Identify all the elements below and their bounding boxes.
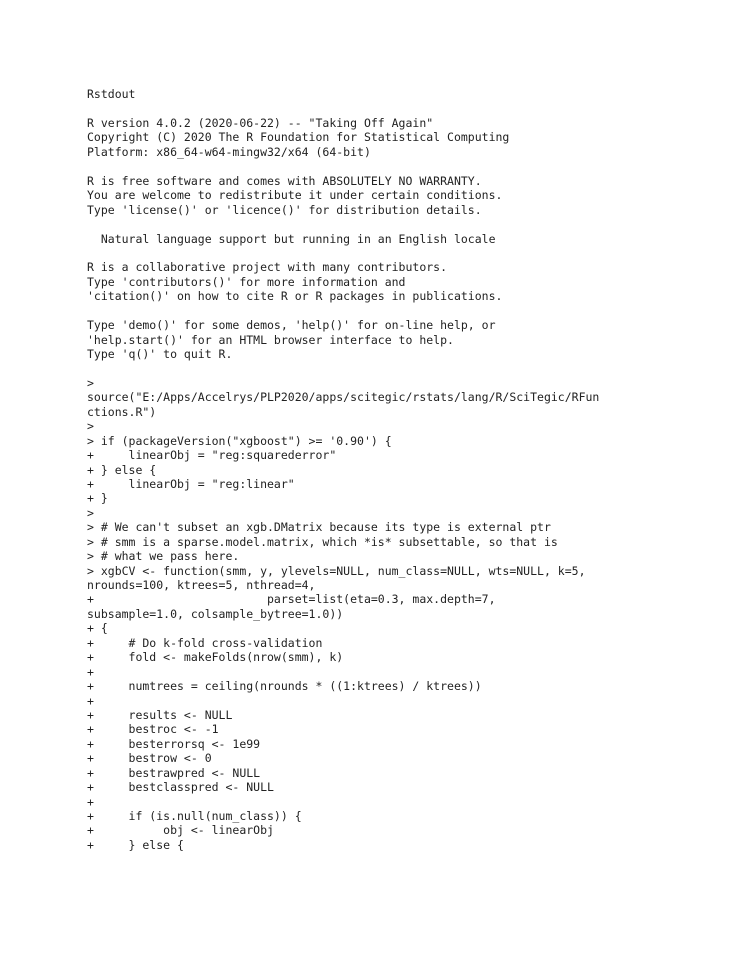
console-line: You are welcome to redistribute it under certain conditions. — [87, 188, 503, 203]
console-line: + numtrees = ceiling(nrounds * ((1:ktrees) / ktrees)) — [87, 679, 482, 694]
console-line: 'citation()' on how to cite R or R packages in publications. — [87, 289, 503, 304]
console-line: > if (packageVersion("xgboost") >= '0.90') { — [87, 433, 392, 448]
console-line: source("E:/Apps/Accelrys/PLP2020/apps/scitegic/rstats/lang/R/SciTegic/RFun — [87, 390, 600, 405]
console-line: > # what we pass here. — [87, 549, 240, 564]
console-line: + bestclasspred <- NULL — [87, 780, 274, 795]
console-line: + } — [87, 491, 108, 506]
console-line: Natural language support but running in an English locale — [87, 231, 496, 246]
console-line: + results <- NULL — [87, 707, 233, 722]
console-line: Copyright (C) 2020 The R Foundation for Statistical Computing — [87, 130, 510, 145]
document-title: Rstdout — [87, 87, 136, 101]
console-line: ctions.R") — [87, 404, 157, 419]
console-output — [87, 116, 599, 852]
console-line — [87, 246, 599, 260]
console-line: subsample=1.0, colsample_bytree=1.0)) — [87, 606, 344, 621]
console-line: + — [87, 693, 94, 708]
console-line: + obj <- linearObj — [87, 823, 274, 838]
console-line: R version 4.0.2 (2020-06-22) -- "Taking Off Again" — [87, 116, 434, 130]
console-line: + } else { — [87, 462, 157, 477]
console-line: + — [87, 664, 94, 679]
console-line: + parset=list(eta=0.3, max.depth=7, — [87, 592, 496, 607]
console-line: Type 'demo()' for some demos, 'help()' for on-line help, or — [87, 318, 496, 333]
console-line — [87, 304, 599, 318]
console-line: > — [87, 419, 94, 434]
console-line: Type 'contributors()' for more information and — [87, 274, 406, 289]
console-line: nrounds=100, ktrees=5, nthread=4, — [87, 578, 316, 592]
console-line: + bestroc <- -1 — [87, 722, 219, 737]
console-line: + bestrawpred <- NULL — [87, 765, 261, 780]
console-line: > — [87, 375, 94, 390]
console-line: Platform: x86_64-w64-mingw32/x64 (64-bit) — [87, 144, 371, 159]
console-line: R is a collaborative project with many contributors. — [87, 260, 448, 275]
console-line: + besterrorsq <- 1e99 — [87, 736, 261, 751]
console-line: Type 'license()' or 'licence()' for distribution details. — [87, 202, 482, 217]
console-line: + linearObj = "reg:linear" — [87, 476, 295, 491]
console-line: > # We can't subset an xgb.DMatrix because its type is external ptr — [87, 520, 551, 535]
console-line: > # smm is a sparse.model.matrix, which *is* subsettable, so that is — [87, 534, 558, 549]
console-line: + fold <- makeFolds(nrow(smm), k) — [87, 650, 344, 665]
console-line: > — [87, 505, 94, 520]
console-line: 'help.start()' for an HTML browser interface to help. — [87, 332, 454, 347]
console-line: > xgbCV <- function(smm, y, ylevels=NULL, num_class=NULL, wts=NULL, k=5, — [87, 563, 586, 578]
console-line: + bestrow <- 0 — [87, 751, 212, 766]
console-line: + # Do k-fold cross-validation — [87, 635, 323, 650]
console-line: + linearObj = "reg:squarederror" — [87, 448, 337, 463]
console-line: + { — [87, 621, 108, 636]
console-line: + — [87, 794, 94, 809]
console-line: R is free software and comes with ABSOLUTELY NO WARRANTY. — [87, 173, 482, 188]
console-line: + if (is.null(num_class)) { — [87, 809, 302, 823]
console-line: Type 'q()' to quit R. — [87, 347, 233, 361]
console-line: + } else { — [87, 837, 184, 852]
console-line — [87, 217, 599, 231]
console-line — [87, 159, 599, 173]
console-line — [87, 361, 599, 375]
